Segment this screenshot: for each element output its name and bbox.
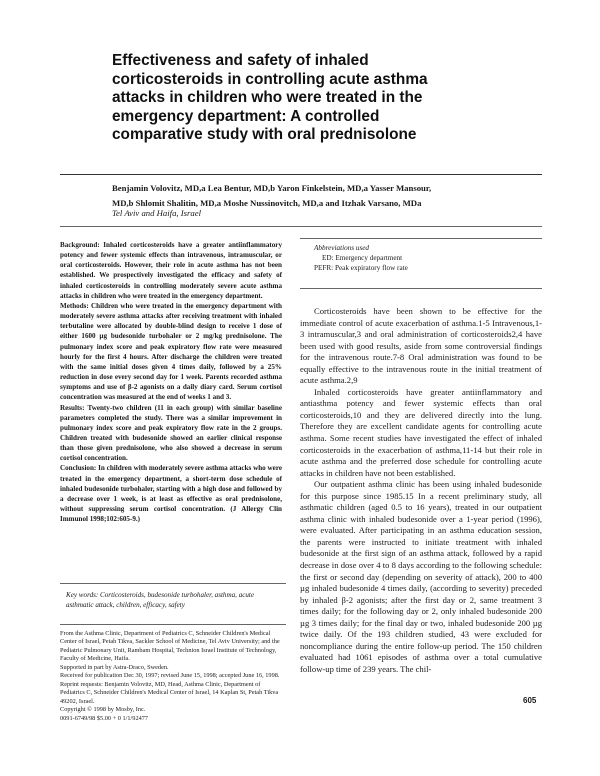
footnote-reprints: Reprint requests: Benjamin Volovitz, MD, Head, Asthma Clinic, Department of Pediatrics C, Schneider Children's Medical Center of Israel, 14 Kaplan St, Petah Tikva 49202, Israel. bbox=[60, 680, 279, 705]
abstract-conclusion: Conclusion: In children with moderately severe asthma attacks who were treated in the emergency department, a short-term dose schedule of inhaled budesonide turbohaler, starting with a high dose and followed by a decrease over 1 week, is at least as effective as oral prednisolone, without suppressing serum cortisol concentration. (J Allergy Clin Immunol 1998;102:605-9.) bbox=[60, 464, 282, 524]
abstract-end-rule bbox=[60, 583, 286, 584]
abbreviation-item bbox=[314, 263, 540, 273]
abbreviation-term: ED: bbox=[322, 254, 334, 262]
footnote-support: Supported in part by Astra-Draco, Sweden. bbox=[60, 663, 169, 671]
authors-line-2: MD,b Shlomit Shalitin, MD,a Moshe Nussinovitch, MD,a and Itzhak Varsano, MDa bbox=[112, 197, 422, 208]
body-paragraph: Corticosteroids have been shown to be effective for the immediate control of acute exacerbation of asthma.1-5 Intravenous,1-3 intramuscular,3 and oral administration of corticosteroids2,4 have been used with good results, aside from some controversial findings for the intravenous route.7-8 Oral administration was found to be equally effective to the intravenous route in the initial treatment of acute asthma.2,9 bbox=[300, 306, 542, 386]
body-paragraph: Our outpatient asthma clinic has been using inhaled budesonide for this purpose since 1985.15 In a recent preliminary study, all asthmatic children (aged 0.5 to 16 years), treated in our outpatient asthma clinic with inhaled budesonide over a 1-year period (1996), were evaluated. After participating in an asthma education session, the parents were instructed to initiate treatment with inhaled budesonide at the first sign of an asthma attack, followed by a rapid decrease in dose over 4 to 8 days according to the following schedule: the first or second day (depending on severity of attack), 200 to 400 µg inhaled budesonide 4 times daily, (according to severity) preceded by inhaled β-2 agonists; after the first day or 2, same treatment 3 times daily; for the following day or 2, only inhaled budesonide 200 µg 3 times daily; for the final day or two, inhaled budesonide 200 µg twice daily. Of the 193 children studied, 43 were excluded for noncompliance during the entire follow-up period. The 150 children evaluated had 1061 episodes of asthma over a total cumulative follow-up time of 239 years. The chil- bbox=[300, 479, 542, 674]
abbreviation-desc: Peak expiratory flow rate bbox=[334, 264, 408, 272]
abstract-results: Results: Twenty-two children (11 in each group) with similar baseline parameters completed the study. There was a similar improvement in pulmonary index score and peak expiratory flow rate in the 2 groups. Children treated with budesonide showed an earlier clinical response than those given prednisolone, who also showed a decrease in serum cortisol concentration. bbox=[60, 403, 282, 463]
footnote-from: From the Asthma Clinic, Department of Pediatrics C, Schneider Children's Medical Center of Israel, Petah Tikva, Sackler School of Medicine, Tel Aviv University; and the Pediatric Pulmonary Unit, Rambam Hospital, Technion Israel Institute of Technology, Faculty of Medicine, Haifa. bbox=[60, 630, 280, 663]
abstract-methods: Methods: Children who were treated in the emergency department with moderately severe asthma attacks after receiving treatment with inhaled terbutaline were allocated by double-blind design to receive 1 dose of either 1600 µg budesonide turbohaler or 2 mg/kg prednisolone. The pulmonary index score and peak expiratory flow rate were measured hourly for the first 4 hours. After discharge the children were treated with the same initial doses given 4 times daily, followed by a 25% reduction in dose every second day for 1 week. Parents recorded asthma symptoms and use of β-2 agonists on a daily diary card. Serum cortisol concentration was measured at the end of weeks 1 and 3. bbox=[60, 301, 282, 402]
body-paragraph: Inhaled corticosteroids have greater antiinflammatory and antiasthma potency and fewer systemic effects than oral corticosteroids,10 and they are delivered directly into the lung. Therefore they are excellent candidate agents for controlling acute asthma. Some recent studies have investigated the effect of inhaled corticosteroids in the exacerbation of asthma,11-14 but their role in acute asthma and the preferred dose schedule for controlling acute attacks in children have not been established. bbox=[300, 386, 542, 478]
abbreviations-heading: Abbreviations used bbox=[314, 244, 370, 252]
keywords bbox=[66, 590, 278, 610]
title-rule bbox=[60, 174, 542, 175]
footnote-copyright: Copyright © 1998 by Mosby, Inc. bbox=[60, 706, 146, 714]
abstract bbox=[60, 240, 282, 524]
footnote-rule bbox=[60, 624, 286, 625]
footnote-code: 0091-6749/98 $5.00 + 0 1/1/92477 bbox=[60, 714, 149, 722]
abstract-background: Background: Inhaled corticosteroids have a greater antiinflammatory potency and fewer systemic effects than intravenous, intramuscular, or oral corticosteroids. However, their role in acute asthma has not been established. We prospectively investigated the efficacy and safety of inhaled corticosteroids in controlling moderately severe acute asthma attacks in children who were treated in the emergency department. bbox=[60, 241, 282, 300]
authors-line-1: Benjamin Volovitz, MD,a Lea Bentur, MD,b Yaron Finkelstein, MD,a Yasser Mansour, bbox=[112, 183, 432, 193]
footnotes bbox=[60, 630, 286, 723]
author-list bbox=[112, 181, 472, 210]
abbreviations-box bbox=[300, 243, 540, 273]
footnote-received: Received for publication Dec 30, 1997; revised June 15, 1998; accepted June 16, 1998. bbox=[60, 672, 280, 680]
abbrev-bottom-rule bbox=[300, 288, 542, 289]
keywords-text: Corticosteroids, budesonide turbohaler, asthma, acute asthmatic attack, children, efficacy, safety bbox=[66, 591, 255, 609]
affiliation: Tel Aviv and Haifa, Israel bbox=[112, 208, 202, 218]
abbreviation-item bbox=[322, 253, 540, 263]
abbreviation-term: PEFR: bbox=[314, 264, 334, 272]
header-rule bbox=[60, 226, 542, 227]
article-title: Effectiveness and safety of inhaled corticosteroids in controlling acute asthma attacks in children who were treated in the emergency department: A controlled comparative study with oral prednisolone bbox=[112, 52, 428, 143]
abbrev-top-rule bbox=[300, 238, 542, 239]
body-text bbox=[300, 306, 542, 676]
keywords-label: Key words: bbox=[66, 591, 99, 599]
abbreviation-desc: Emergency department bbox=[335, 254, 403, 262]
page-number: 605 bbox=[523, 696, 537, 705]
